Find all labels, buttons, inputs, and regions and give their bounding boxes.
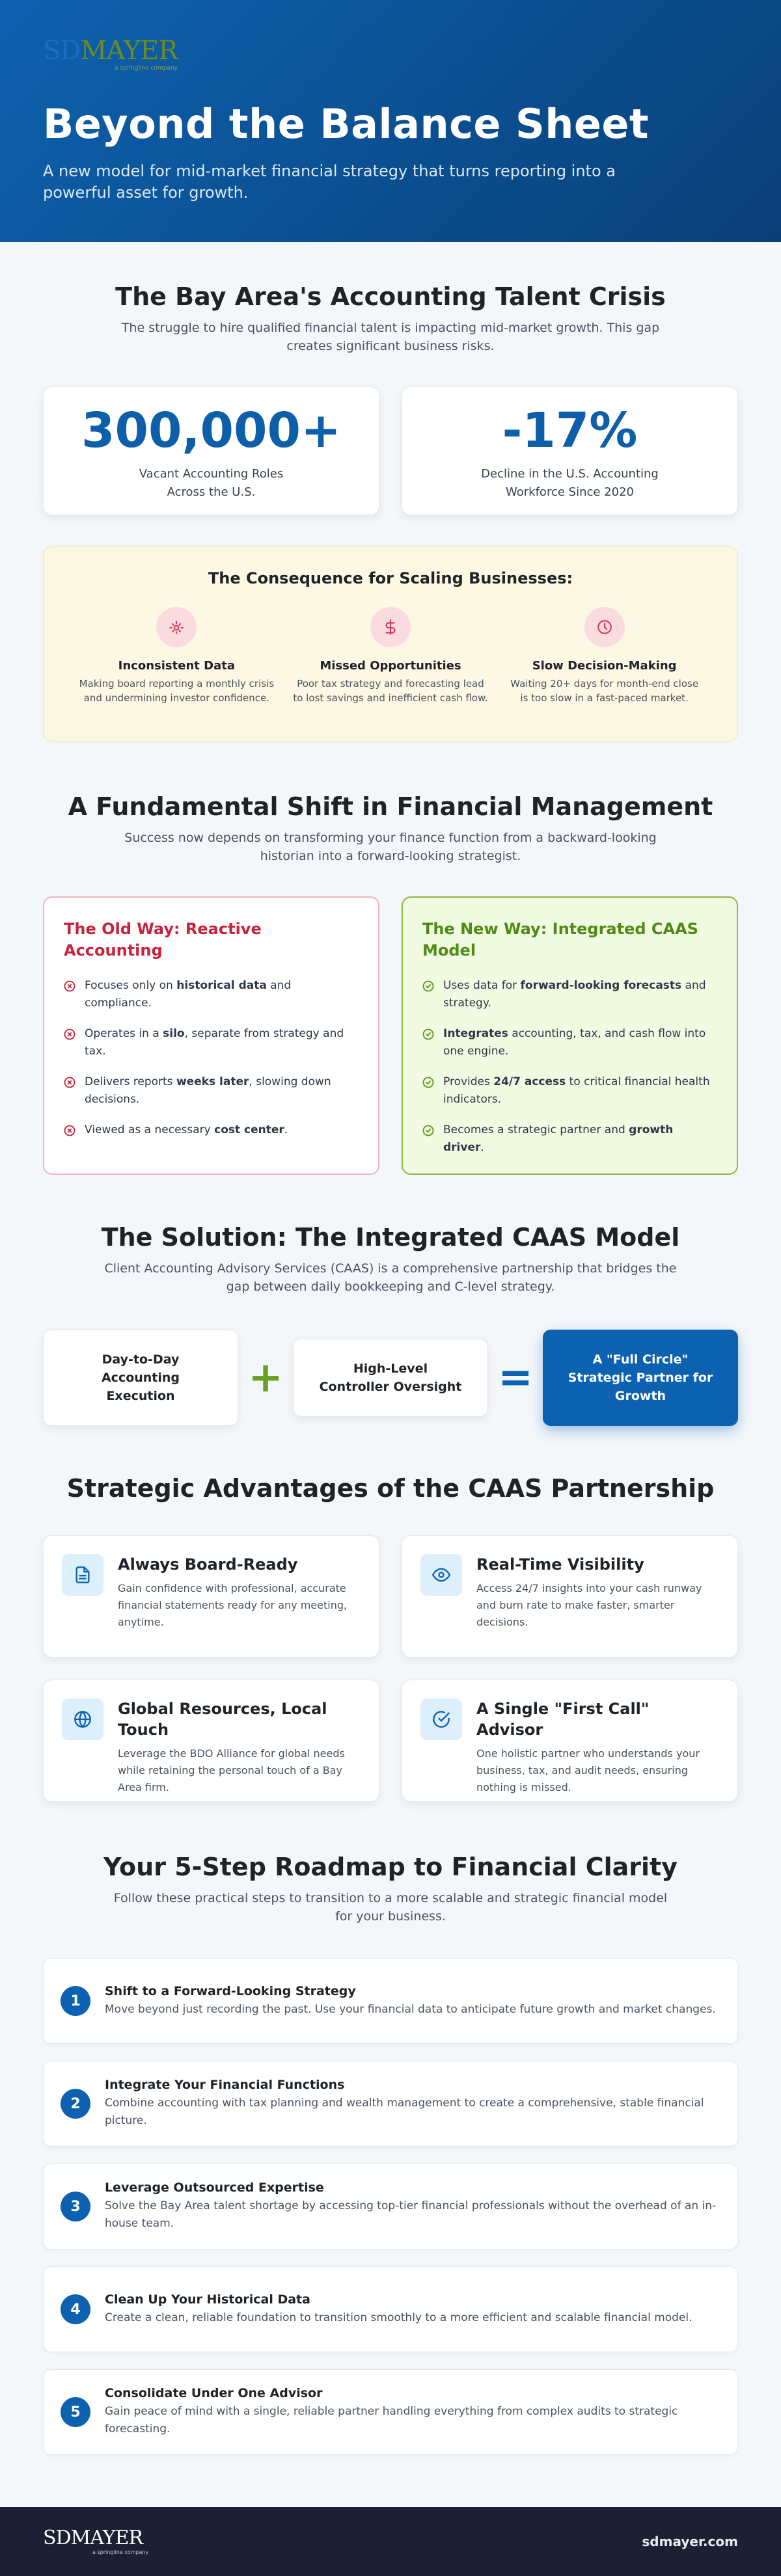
consequence-desc: Poor tax strategy and forecasting lead to lost savings and inefficient cash flow.: [293, 678, 488, 704]
advantage-body: [118, 1698, 361, 1793]
step-desc: Create a clean, reliable foundation to transition smoothly to a more efficient and scalable financial model.: [105, 2311, 692, 2324]
x-circle-icon: [64, 1077, 75, 1108]
check-circle-icon: [422, 1125, 434, 1157]
roadmap-step: [43, 1958, 738, 2044]
check-circle-icon: [420, 1698, 462, 1740]
bug-icon: [156, 607, 197, 647]
comparison-text: Focuses only on: [85, 979, 177, 992]
comparison-emphasis: cost center: [214, 1123, 284, 1136]
advantage-desc: Leverage the BDO Alliance for global needs while retaining the personal touch of a Bay Area firm.: [118, 1747, 345, 1793]
comparison-text: and compliance.: [85, 979, 292, 1010]
formula-box-text: [102, 1350, 180, 1405]
fundamental-shift-section: [0, 742, 781, 1175]
comparison-item: [64, 1121, 359, 1142]
roadmap-step: [43, 2164, 738, 2249]
roadmap-title: Your 5-Step Roadmap to Financial Clarity: [103, 1853, 678, 1881]
footer-website-link[interactable]: sdmayer.com: [642, 2534, 738, 2549]
comparison-text: .: [284, 1123, 288, 1136]
advantage-title: Real-Time Visibility: [476, 1555, 644, 1574]
document-icon: [62, 1554, 103, 1596]
crisis-subtitle: The struggle to hire qualified financial talent is impacting mid-market growth. This gap creates significant business risks.: [121, 321, 660, 353]
check-circle-icon: [422, 1077, 434, 1108]
advantage-title: Global Resources, Local Touch: [118, 1700, 327, 1739]
step-number-badge: 4: [61, 2294, 90, 2324]
step-title: Shift to a Forward-Looking Strategy: [105, 1983, 356, 1998]
comparison-emphasis: Integrates: [443, 1027, 508, 1040]
roadmap-steps: [43, 1958, 738, 2455]
roadmap-section: [0, 1802, 781, 2455]
crisis-title: The Bay Area's Accounting Talent Crisis: [115, 282, 666, 311]
formula-line: High-Level: [353, 1362, 428, 1376]
roadmap-step: [43, 2061, 738, 2147]
comparison-text: Delivers reports: [85, 1075, 176, 1088]
comparison-text: Operates in a: [85, 1027, 163, 1040]
check-circle-icon: [422, 1028, 434, 1060]
x-circle-icon: [64, 1125, 75, 1142]
step-body: [105, 2180, 720, 2233]
new-way-title: The New Way: Integrated CAAS Model: [422, 920, 698, 959]
comparison-item-text: [443, 977, 717, 1012]
advantage-desc: Access 24/7 insights into your cash runway and burn rate to make faster, smarter decisions.: [476, 1582, 702, 1628]
formula-line: Growth: [614, 1389, 666, 1403]
comparison-item-text: [85, 977, 359, 1012]
consequence-item: [293, 607, 488, 705]
comparison-text: .: [480, 1141, 484, 1154]
stat-label-line: Workforce Since 2020: [506, 485, 634, 499]
old-way-card: [43, 896, 379, 1175]
stat-label-line: Across the U.S.: [167, 485, 256, 499]
formula-box-text: [568, 1350, 713, 1405]
formula-line: Day-to-Day: [102, 1352, 180, 1367]
formula-box-accounting-execution: [43, 1330, 238, 1426]
comparison-item-text: [85, 1025, 359, 1060]
comparison-text: to critical financial health indicators.: [443, 1075, 710, 1106]
stat-card-workforce-decline: [402, 386, 738, 515]
comparison-item: [64, 977, 359, 1012]
formula-line: Accounting: [101, 1371, 180, 1385]
step-title: Leverage Outsourced Expertise: [105, 2180, 324, 2195]
solution-title: The Solution: The Integrated CAAS Model: [101, 1223, 680, 1252]
consequence-title: Missed Opportunities: [320, 659, 461, 673]
hero-banner: [0, 0, 781, 242]
stat-value: -17%: [502, 403, 638, 459]
step-body: [105, 2078, 720, 2130]
step-desc: Solve the Bay Area talent shortage by accessing top-tier financial professionals without the overhead of an in-house team.: [105, 2199, 717, 2230]
comparison-item-text: [85, 1073, 359, 1108]
advantages-grid: [43, 1535, 738, 1802]
step-body: [105, 2386, 720, 2438]
consequence-title: The Consequence for Scaling Businesses:: [208, 569, 573, 587]
formula-box-text: [320, 1360, 462, 1396]
comparison-text: accounting, tax, and cash flow into one engine.: [443, 1027, 706, 1058]
comparison-emphasis: silo: [163, 1027, 185, 1040]
step-number-badge: 3: [61, 2192, 90, 2221]
advantage-desc: Gain confidence with professional, accurate financial statements ready for any meeting, anytime.: [118, 1582, 348, 1628]
comparison-emphasis: growth driver: [443, 1123, 674, 1154]
stat-label-line: Decline in the U.S. Accounting: [481, 467, 659, 481]
roadmap-step: [43, 2369, 738, 2455]
comparison-item-text: [85, 1121, 288, 1142]
hero-title: Beyond the Balance Sheet: [43, 100, 650, 148]
dollar-icon: [370, 607, 411, 647]
consequence-desc: Making board reporting a monthly crisis and undermining investor confidence.: [79, 678, 275, 704]
new-way-list: [422, 977, 717, 1157]
comparison-item-text: [443, 1025, 717, 1060]
step-desc: Combine accounting with tax planning and wealth management to create a comprehensive, stable financial picture.: [105, 2097, 704, 2127]
new-way-card: [402, 896, 738, 1175]
clock-icon: [584, 607, 625, 647]
stat-card-vacant-roles: [43, 386, 379, 515]
step-desc: Gain peace of mind with a single, reliable partner handling everything from complex audits to strategic forecasting.: [105, 2405, 678, 2435]
formula-line: Controller Oversight: [319, 1380, 462, 1394]
advantage-card: [43, 1535, 379, 1657]
stat-label: [402, 465, 737, 502]
equals-icon: =: [498, 1354, 533, 1402]
comparison-text: and strategy.: [443, 979, 706, 1010]
advantage-card: [43, 1680, 379, 1802]
advantage-title: Always Board-Ready: [118, 1555, 298, 1574]
comparison-emphasis: 24/7 access: [493, 1075, 566, 1088]
x-circle-icon: [64, 980, 75, 1012]
comparison-item: [422, 1121, 717, 1157]
x-circle-icon: [64, 1028, 75, 1060]
advantages-title: Strategic Advantages of the CAAS Partnership: [66, 1474, 715, 1503]
comparison-text: Becomes a strategic partner and: [443, 1123, 629, 1136]
step-body: [105, 1984, 716, 2019]
caas-formula: [43, 1330, 738, 1426]
step-number-badge: 1: [61, 1986, 90, 2016]
step-number-badge: 2: [61, 2089, 90, 2119]
comparison-emphasis: forward-looking forecasts: [520, 979, 682, 992]
advantages-section: [0, 1426, 781, 1802]
step-desc: Move beyond just recording the past. Use your financial data to anticipate future growth and market changes.: [105, 2002, 716, 2016]
comparison-text: Uses data for: [443, 979, 521, 992]
comparison-emphasis: weeks later: [176, 1075, 249, 1088]
advantage-body: [476, 1554, 719, 1639]
formula-line: A "Full Circle": [592, 1352, 689, 1367]
stats-row: [43, 386, 738, 515]
formula-box-strategic-partner: [543, 1330, 738, 1426]
footer-logo[interactable]: [43, 2526, 149, 2555]
comparison-text: Provides: [443, 1075, 494, 1088]
comparison-row: [43, 896, 738, 1175]
consequence-panel: [43, 546, 738, 742]
comparison-text: , slowing down decisions.: [85, 1075, 331, 1106]
comparison-emphasis: historical data: [176, 979, 267, 992]
logo-tagline: a springline company: [115, 65, 178, 72]
consequence-item: [507, 607, 702, 705]
globe-icon: [62, 1698, 103, 1740]
formula-line: Strategic Partner for: [568, 1371, 713, 1385]
comparison-item: [422, 1073, 717, 1108]
comparison-item: [64, 1025, 359, 1060]
comparison-item-text: [443, 1073, 717, 1108]
hero-subtitle: A new model for mid-market financial strategy that turns reporting into a powerful asset for growth.: [43, 162, 616, 202]
consequence-item: [79, 607, 274, 705]
advantage-body: [476, 1698, 719, 1793]
comparison-text: Viewed as a necessary: [85, 1123, 215, 1136]
stat-label: [44, 465, 379, 502]
solution-section: [0, 1175, 781, 1426]
step-title: Integrate Your Financial Functions: [105, 2078, 345, 2092]
consequence-title: Inconsistent Data: [118, 659, 235, 673]
check-circle-icon: [422, 980, 434, 1012]
shift-title: A Fundamental Shift in Financial Management: [68, 792, 713, 821]
talent-crisis-section: [0, 242, 781, 742]
plus-icon: +: [248, 1354, 283, 1402]
advantage-card: [402, 1535, 738, 1657]
consequence-desc: Waiting 20+ days for month-end close is too slow in a fast-paced market.: [510, 678, 699, 704]
shift-subtitle: Success now depends on transforming your finance function from a backward-looking historian into a forward-looking strategist.: [124, 831, 657, 863]
step-number-badge: 5: [61, 2397, 90, 2427]
consequence-row: [44, 607, 737, 705]
comparison-item: [422, 977, 717, 1012]
solution-subtitle: Client Accounting Advisory Services (CAAS) is a comprehensive partnership that bridges the gap between daily bookkeeping and C-level strategy.: [104, 1261, 677, 1294]
formula-box-controller-oversight: [293, 1339, 488, 1417]
stat-value: 300,000+: [81, 403, 342, 459]
comparison-item-text: [443, 1121, 717, 1157]
step-title: Clean Up Your Historical Data: [105, 2292, 310, 2307]
footer-logo-word: SDMAYER: [43, 2526, 143, 2549]
brand-logo[interactable]: [43, 38, 186, 72]
footer: [0, 2507, 781, 2576]
footer-logo-tagline: a springline company: [92, 2549, 149, 2555]
logo-part-mayer: MAYER: [80, 36, 178, 66]
stat-label-line: Vacant Accounting Roles: [139, 467, 284, 481]
advantage-body: [118, 1554, 361, 1639]
old-way-title: The Old Way: Reactive Accounting: [64, 920, 262, 959]
comparison-item: [422, 1025, 717, 1060]
roadmap-step: [43, 2266, 738, 2352]
formula-line: Execution: [106, 1389, 175, 1403]
advantage-title: A Single "First Call" Advisor: [476, 1700, 650, 1739]
step-body: [105, 2292, 692, 2327]
roadmap-subtitle: Follow these practical steps to transition to a more scalable and strategic financial model for your business.: [113, 1891, 668, 1924]
advantage-desc: One holistic partner who understands your business, tax, and audit needs, ensuring nothing is missed.: [476, 1747, 700, 1793]
eye-icon: [420, 1554, 462, 1596]
step-title: Consolidate Under One Advisor: [105, 2386, 323, 2400]
advantage-card: [402, 1680, 738, 1802]
logo-part-sd: SD: [43, 36, 81, 66]
old-way-list: [64, 977, 359, 1142]
consequence-title: Slow Decision-Making: [532, 659, 677, 673]
comparison-text: , separate from strategy and tax.: [85, 1027, 344, 1058]
comparison-item: [64, 1073, 359, 1108]
